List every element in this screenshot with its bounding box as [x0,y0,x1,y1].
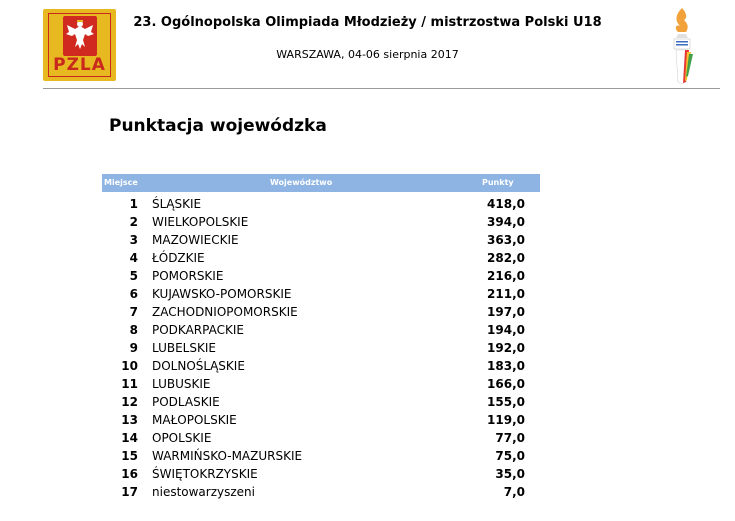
row-voivodeship: WIELKOPOLSKIE [152,215,249,229]
page-subtitle: WARSZAWA, 04-06 sierpnia 2017 [276,48,459,61]
row-place: 4 [129,251,138,265]
row-voivodeship: ŚLĄSKIE [152,197,202,211]
row-place: 1 [129,197,138,211]
olympic-torch-icon [664,6,700,86]
column-header-voivodeship: Województwo [270,178,333,187]
row-points: 75,0 [495,449,525,463]
table-row [0,465,735,483]
row-place: 7 [129,305,138,319]
row-points: 418,0 [487,197,525,211]
row-points: 394,0 [487,215,525,229]
row-points: 192,0 [487,341,525,355]
row-points: 363,0 [487,233,525,247]
row-place: 17 [121,485,138,499]
row-voivodeship: LUBELSKIE [152,341,216,355]
header-divider [43,88,720,89]
row-voivodeship: niestowarzyszeni [152,485,255,499]
row-place: 12 [121,395,138,409]
table-row [0,411,735,429]
row-voivodeship: OPOLSKIE [152,431,212,445]
row-points: 197,0 [487,305,525,319]
row-points: 216,0 [487,269,525,283]
row-place: 10 [121,359,138,373]
section-title: Punktacja wojewódzka [109,116,327,136]
row-place: 11 [121,377,138,391]
row-voivodeship: ŚWIĘTOKRZYSKIE [152,467,258,481]
row-voivodeship: MAŁOPOLSKIE [152,413,237,427]
row-place: 9 [129,341,138,355]
standings-table [0,195,735,501]
column-header-place: Miejsce [104,178,138,187]
table-row [0,231,735,249]
row-place: 13 [121,413,138,427]
row-points: 282,0 [487,251,525,265]
table-row [0,303,735,321]
row-points: 155,0 [487,395,525,409]
pzla-logo [43,9,116,81]
row-place: 8 [129,323,138,337]
row-points: 194,0 [487,323,525,337]
row-voivodeship: POMORSKIE [152,269,224,283]
table-row [0,213,735,231]
column-header-points: Punkty [482,178,514,187]
row-place: 14 [121,431,138,445]
table-row [0,321,735,339]
table-row [0,429,735,447]
page-title: 23. Ogólnopolska Olimpiada Młodzieży / mistrzostwa Polski U18 [133,15,602,30]
row-voivodeship: WARMIŃSKO-MAZURSKIE [152,449,303,463]
row-voivodeship: PODKARPACKIE [152,323,244,337]
row-voivodeship: DOLNOŚLĄSKIE [152,359,245,373]
row-points: 35,0 [495,467,525,481]
table-row [0,447,735,465]
row-place: 2 [129,215,138,229]
table-row [0,483,735,501]
table-row [0,357,735,375]
table-row [0,393,735,411]
pzla-logo-text: PZLA [53,55,106,75]
row-points: 119,0 [487,413,525,427]
row-place: 15 [121,449,138,463]
row-points: 183,0 [487,359,525,373]
table-header [102,174,540,192]
table-row [0,339,735,357]
row-voivodeship: LUBUSKIE [152,377,211,391]
eagle-icon [63,16,97,56]
row-voivodeship: PODLASKIE [152,395,220,409]
table-row [0,285,735,303]
row-points: 166,0 [487,377,525,391]
row-voivodeship: ZACHODNIOPOMORSKIE [152,305,298,319]
row-place: 3 [129,233,138,247]
row-place: 6 [129,287,138,301]
table-row [0,249,735,267]
table-row [0,195,735,213]
pzla-logo-frame [48,13,111,77]
row-points: 211,0 [487,287,525,301]
row-place: 5 [129,269,138,283]
table-row [0,375,735,393]
row-voivodeship: KUJAWSKO-POMORSKIE [152,287,292,301]
row-points: 77,0 [495,431,525,445]
row-voivodeship: MAZOWIECKIE [152,233,239,247]
row-place: 16 [121,467,138,481]
row-points: 7,0 [503,485,525,499]
table-row [0,267,735,285]
row-voivodeship: ŁÓDZKIE [152,251,205,265]
